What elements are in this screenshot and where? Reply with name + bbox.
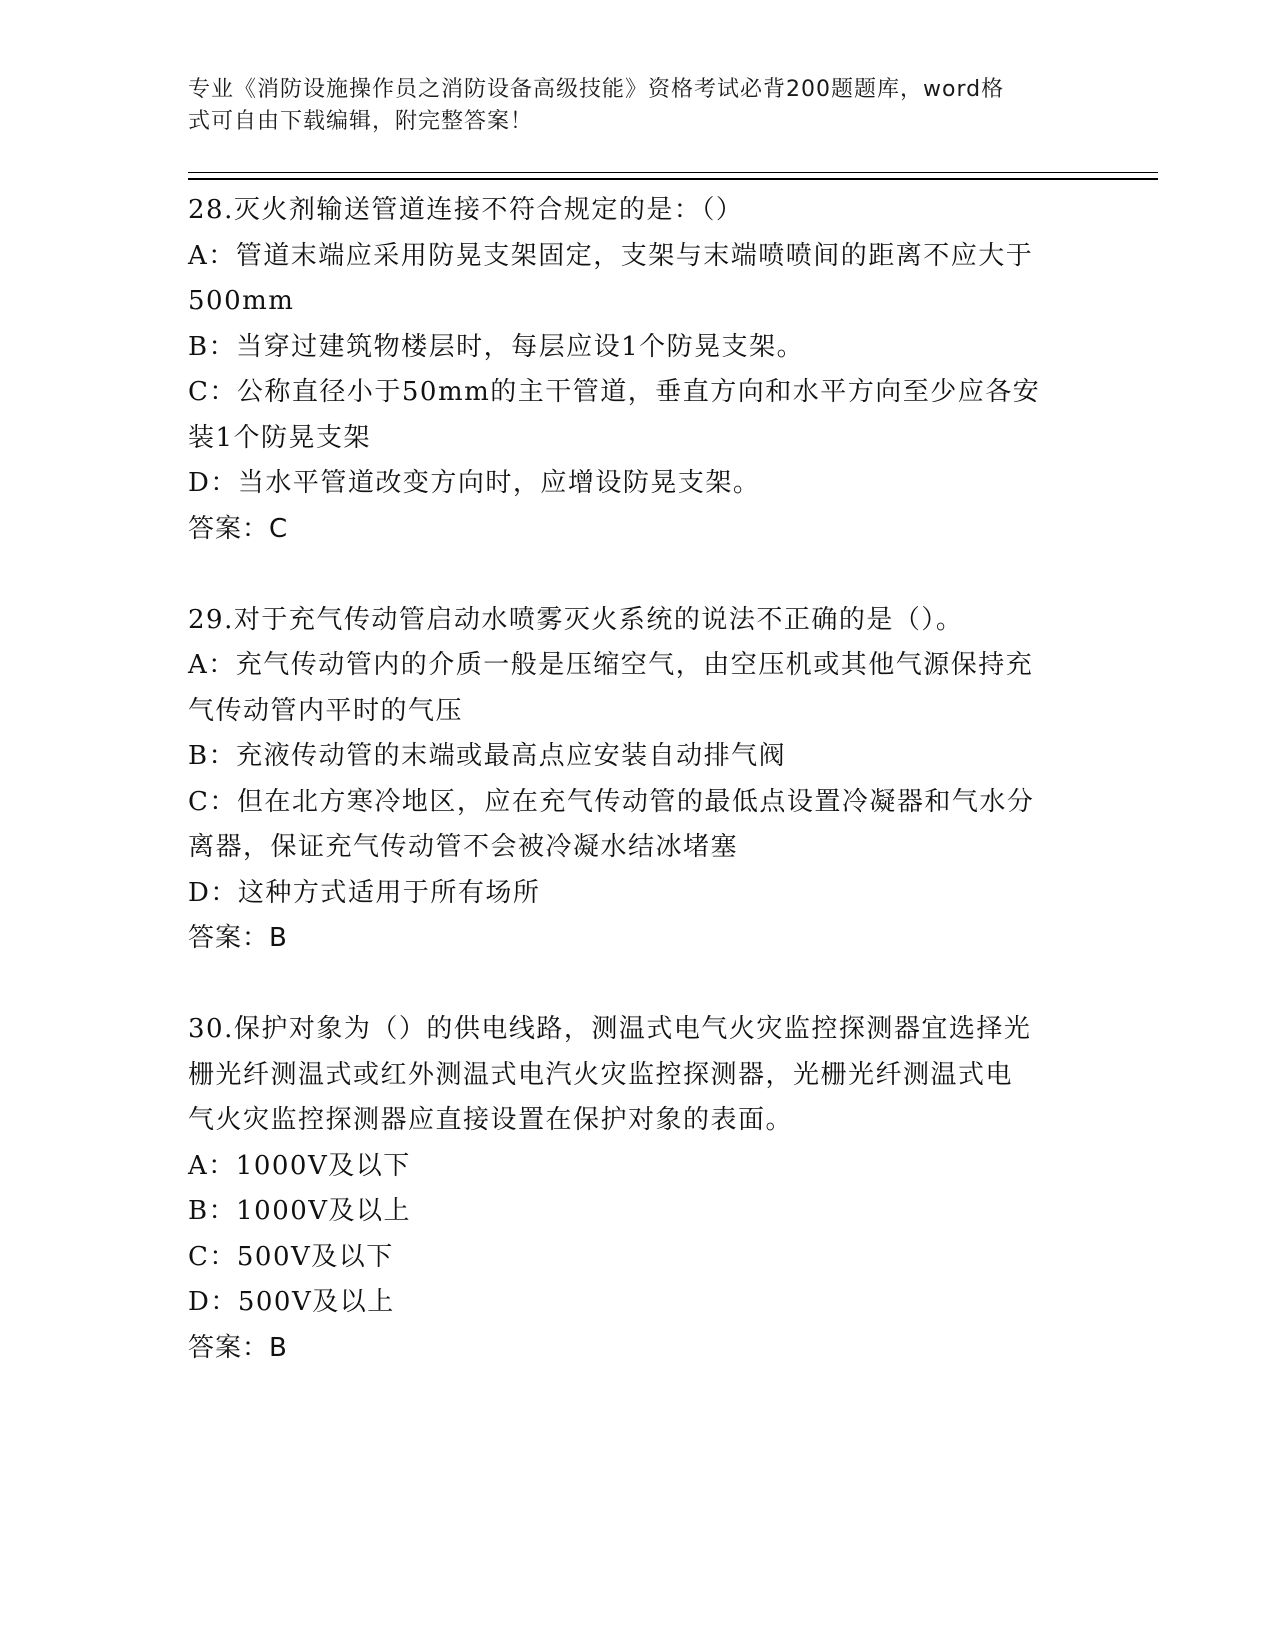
header-line-2: 式可自由下载编辑，附完整答案！ — [188, 109, 534, 134]
option-b: B：1000V及以上 — [188, 1196, 412, 1226]
option-c-continued: 装1个防晃支架 — [188, 422, 372, 453]
question-30 — [188, 1007, 1088, 1371]
question-stem-continued: 气火灾监控探测器应直接设置在保护对象的表面。 — [188, 1105, 794, 1135]
answer-label: 答案：B — [188, 923, 288, 953]
question-stem-continued: 栅光纤测温式或红外测温式电汽火灾监控探测器，光栅光纤测温式电 — [188, 1059, 1014, 1090]
answer-label: 答案：C — [188, 513, 289, 544]
header-rule-thick — [188, 178, 1158, 180]
option-a: A：管道末端应采用防晃支架固定，支架与末端喷喷间的距离不应大于 — [188, 240, 1034, 271]
option-d: D：当水平管道改变方向时，应增设防晃支架。 — [188, 468, 761, 498]
question-stem: 28.灭火剂输送管道连接不符合规定的是：（） — [188, 195, 744, 225]
option-a: A：充气传动管内的介质一般是压缩空气，由空压机或其他气源保持充 — [188, 650, 1034, 680]
option-c: C：但在北方寒冷地区，应在充气传动管的最低点设置冷凝器和气水分 — [188, 786, 1035, 817]
option-a-continued: 气传动管内平时的气压 — [188, 695, 464, 726]
option-c: C：500V及以下 — [188, 1241, 394, 1272]
question-29 — [188, 598, 1088, 962]
question-28 — [188, 188, 1088, 552]
option-d: D：500V及以上 — [188, 1287, 395, 1317]
question-stem: 30.保护对象为（）的供电线路，测温式电气火灾监控探测器宜选择光 — [188, 1014, 1032, 1044]
document-header — [188, 74, 1078, 138]
option-a: A：1000V及以下 — [188, 1150, 411, 1181]
question-stem: 29.对于充气传动管启动水喷雾灭火系统的说法不正确的是（）。 — [188, 604, 964, 635]
header-rule-thin — [188, 172, 1158, 173]
option-c-continued: 离器，保证充气传动管不会被冷凝水结冰堵塞 — [188, 832, 739, 862]
header-line-1: 专业《消防设施操作员之消防设备高级技能》资格考试必背200题题库，word格 — [188, 77, 1005, 102]
answer-label: 答案：B — [188, 1332, 288, 1363]
option-d: D：这种方式适用于所有场所 — [188, 877, 541, 908]
question-list — [188, 188, 1088, 1371]
option-b: B：当穿过建筑物楼层时，每层应设1个防晃支架。 — [188, 331, 805, 362]
option-b: B：充液传动管的末端或最高点应安装自动排气阀 — [188, 741, 787, 771]
option-a-continued: 500mm — [188, 286, 295, 316]
option-c: C：公称直径小于50mm的主干管道，垂直方向和水平方向至少应各安 — [188, 377, 1041, 407]
